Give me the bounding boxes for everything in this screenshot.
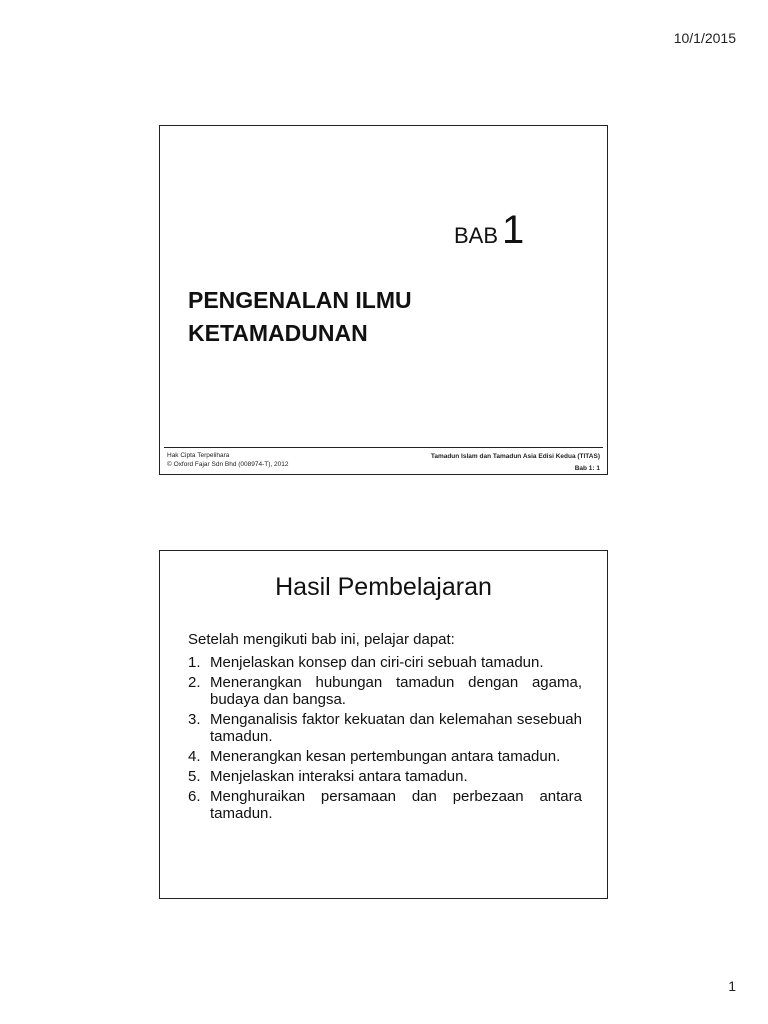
- item-text: Menjelaskan interaksi antara tamadun.: [210, 768, 468, 785]
- item-text: Menerangkan kesan pertembungan antara tamadun.: [210, 748, 561, 765]
- list-item: [188, 768, 582, 785]
- chapter-number: 1: [502, 208, 525, 252]
- item-number: 2.: [188, 674, 201, 691]
- list-item: [188, 674, 582, 708]
- book-title: Tamadun Islam dan Tamadun Asia Edisi Kedua (TITAS): [430, 453, 600, 460]
- item-number: 5.: [188, 768, 201, 785]
- item-text: Menjelaskan konsep dan ciri-ciri sebuah tamadun.: [210, 654, 544, 671]
- chapter-title-line-2: KETAMADUNAN: [188, 320, 368, 346]
- item-number: 6.: [188, 788, 201, 805]
- slide-reference: Bab 1: 1: [574, 465, 600, 472]
- item-number: 4.: [188, 748, 201, 765]
- chapter-title-line-1: PENGENALAN ILMU: [188, 287, 412, 313]
- chapter-label: [454, 208, 524, 253]
- outcomes-list: [188, 654, 582, 825]
- copyright-footer: [167, 451, 289, 469]
- item-text: Menganalisis faktor kekuatan dan kelemahan sesebuah tamadun.: [210, 711, 582, 745]
- slide-learning-outcomes: [159, 550, 608, 899]
- copyright-line-2: © Oxford Fajar Sdn Bhd (008974-T), 2012: [167, 461, 289, 468]
- page-number: 1: [728, 978, 736, 994]
- slide-title-card: [159, 125, 608, 475]
- copyright-line-1: Hak Cipta Terpelihara: [167, 452, 230, 459]
- list-item: [188, 748, 582, 765]
- item-number: 1.: [188, 654, 201, 671]
- intro-text: Setelah mengikuti bab ini, pelajar dapat:: [188, 631, 455, 648]
- item-text: Menghuraikan persamaan dan perbezaan antara tamadun.: [210, 788, 582, 822]
- item-text: Menerangkan hubungan tamadun dengan agama, budaya dan bangsa.: [210, 674, 582, 708]
- item-number: 3.: [188, 711, 201, 728]
- list-item: [188, 711, 582, 745]
- chapter-title: [188, 284, 588, 350]
- slide-title: Hasil Pembelajaran: [275, 573, 492, 601]
- list-item: [188, 788, 582, 822]
- list-item: [188, 654, 582, 671]
- page-date: 10/1/2015: [673, 30, 736, 46]
- book-footer: [431, 451, 600, 475]
- footer-divider: [164, 447, 603, 448]
- chapter-word: BAB: [454, 223, 499, 248]
